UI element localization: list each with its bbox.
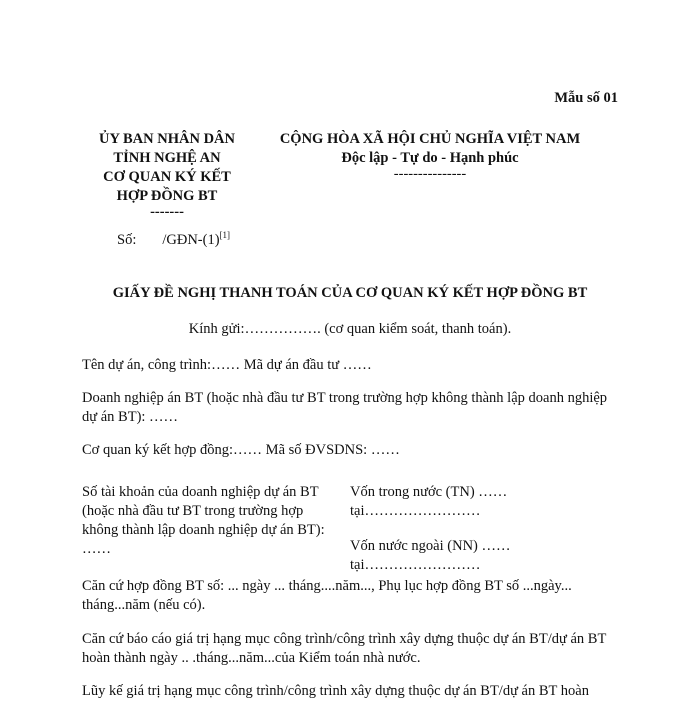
audit-basis-paragraph: Căn cứ báo cáo giá trị hạng mục công trình/công trình xây dựng thuộc dự án BT/dự án BT hoàn thành ngày .. .tháng...năm...của Kiểm toán nhà nước.	[82, 631, 607, 666]
issuer-line-3: CƠ QUAN KÝ KẾT	[103, 169, 231, 185]
form-number: Mẫu số 01	[554, 90, 618, 106]
issuer-separator: -------	[150, 204, 184, 220]
issuer-line-1: ỦY BAN NHÂN DÂN	[98, 131, 235, 147]
domestic-capital-block	[350, 483, 610, 521]
document-title: GIẤY ĐỀ NGHỊ THANH TOÁN CỦA CƠ QUAN KÝ KẾT HỢP ĐỒNG BT	[112, 285, 588, 301]
contract-basis-paragraph: Căn cứ hợp đồng BT số: ... ngày ... tháng....năm..., Phụ lục hợp đồng BT số ...ngày... tháng...năm (nếu có).	[82, 578, 572, 613]
domestic-capital-label: Vốn trong nước (TN) ……	[350, 484, 508, 500]
foreign-capital-label: Vốn nước ngoài (NN) ……	[350, 538, 511, 554]
national-header	[260, 130, 600, 180]
enterprise-paragraph: Doanh nghiệp án BT (hoặc nhà đầu tư BT trong trường hợp không thành lập doanh nghiệp dự án BT): ……	[82, 390, 608, 425]
domestic-capital-bank: tại……………………	[350, 503, 481, 519]
cumulative-value-paragraph: Lũy kế giá trị hạng mục công trình/công trình xây dựng thuộc dự án BT/dự án BT hoàn	[82, 683, 589, 699]
foreign-capital-bank: tại……………………	[350, 557, 481, 573]
national-separator: ---------------	[393, 166, 467, 182]
document-number-value: /GĐN-(1)	[162, 231, 220, 248]
signing-agency-paragraph: Cơ quan ký kết hợp đồng:…… Mã số ĐVSDNS: ……	[82, 442, 400, 458]
account-details-column	[350, 483, 610, 591]
document-number-footnote: [1]	[219, 230, 231, 240]
project-paragraph: Tên dự án, công trình:…… Mã dự án đầu tư ……	[82, 357, 372, 373]
issuer-line-2: TỈNH NGHỆ AN	[113, 150, 221, 166]
national-motto: Độc lập - Tự do - Hạnh phúc	[341, 150, 519, 166]
document-number	[117, 230, 230, 249]
document-number-label: Số:	[117, 231, 137, 248]
issuer-line-4: HỢP ĐỒNG BT	[116, 188, 218, 204]
country-name: CỘNG HÒA XÃ HỘI CHỦ NGHĨA VIỆT NAM	[279, 131, 581, 147]
addressee-line: Kính gửi:……………. (cơ quan kiểm soát, thanh toán).	[188, 321, 512, 337]
foreign-capital-block	[350, 537, 610, 575]
issuer-header	[92, 130, 242, 218]
account-owner-column: Số tài khoản của doanh nghiệp dự án BT (hoặc nhà đầu tư BT trong trường hợp không thành lập doanh nghiệp dự án BT): ……	[82, 484, 325, 557]
